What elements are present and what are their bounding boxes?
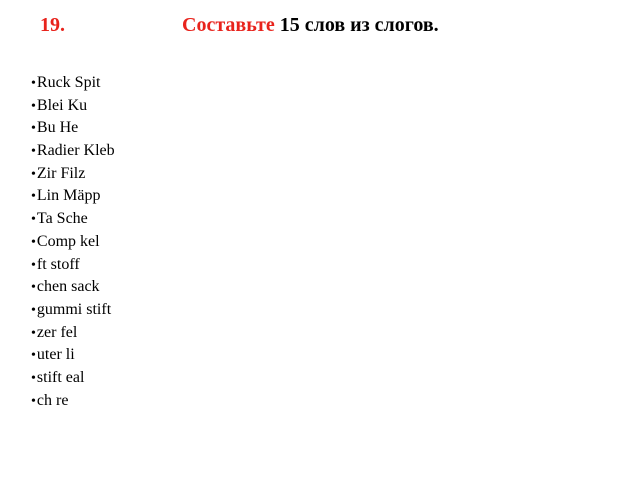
title-accent-word: Составьте [182,14,275,36]
bullet-icon: • [31,144,36,160]
list-item [31,390,115,413]
syllable-pair: ch re [36,391,69,409]
syllable-pair: Blei Ku [36,96,88,114]
list-item [31,185,115,208]
list-item [31,299,115,322]
list-item [31,95,115,118]
bullet-icon: • [31,212,36,228]
bullet-icon: • [31,234,36,250]
list-item [31,231,115,254]
bullet-icon: • [31,370,36,386]
bullet-icon: • [31,280,36,296]
syllable-pair: zer fel [36,323,78,341]
bullet-icon: • [31,166,36,182]
list-item [31,117,115,140]
syllable-pair: Radier Kleb [36,142,115,160]
syllable-pair: Ruck Spit [36,74,101,91]
list-item [31,367,115,390]
syllable-pair: Comp kel [36,232,100,250]
syllable-pair: ft stoff [36,255,80,273]
bullet-icon: • [31,325,36,341]
bullet-icon: • [31,76,36,91]
syllable-pair: Zir Filz [36,164,86,182]
bullet-icon: • [31,98,36,114]
list-item [31,344,115,367]
bullet-icon: • [31,302,36,318]
syllable-list [31,72,115,412]
list-item [31,72,115,95]
bullet-icon: • [31,189,36,205]
syllable-pair: uter li [36,346,75,364]
list-item [31,140,115,163]
bullet-icon: • [31,121,36,137]
list-item [31,208,115,231]
bullet-icon: • [31,348,36,364]
exercise-title [182,13,439,37]
title-text: 15 слов из слогов. [279,14,439,36]
syllable-pair: chen sack [36,278,100,296]
syllable-pair: gummi stift [36,300,112,318]
syllable-pair: Lin Mäpp [36,187,101,205]
syllable-pair: stift eal [36,368,85,386]
list-item [31,163,115,186]
bullet-icon: • [31,257,36,273]
syllable-pair: Bu He [36,119,79,137]
list-item [31,254,115,277]
list-item [31,322,115,345]
exercise-number: 19. [40,14,65,36]
list-item [31,276,115,299]
syllable-pair: Ta Sche [36,210,88,228]
bullet-icon: • [31,393,36,409]
